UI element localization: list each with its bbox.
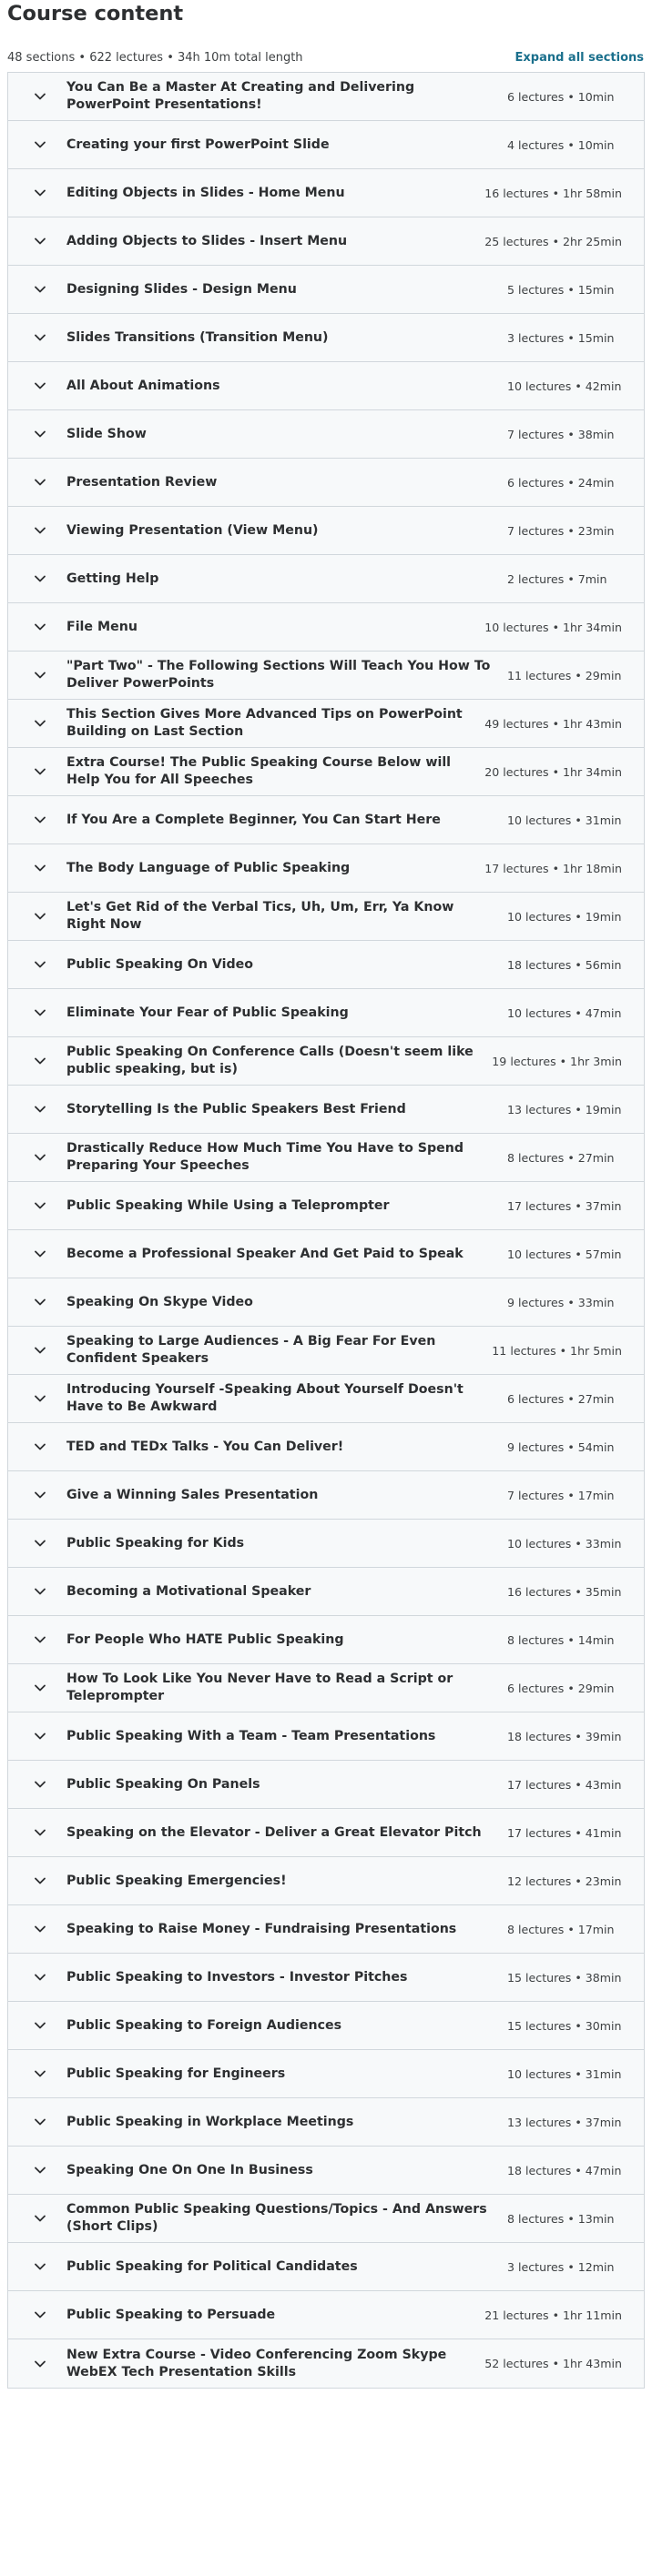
curriculum-section[interactable] — [8, 1712, 644, 1761]
chevron-down-icon — [34, 138, 46, 151]
curriculum-section[interactable] — [8, 1954, 644, 2002]
chevron-down-icon — [34, 1055, 46, 1067]
section-title: Public Speaking Emergencies! — [66, 1873, 287, 1888]
section-lecture-info: 6 lectures • 24min — [507, 475, 615, 490]
curriculum-section[interactable] — [8, 2195, 644, 2243]
section-lecture-info: 9 lectures • 33min — [507, 1295, 615, 1309]
section-title: Public Speaking for Kids — [66, 1535, 245, 1551]
section-lecture-info: 3 lectures • 12min — [507, 2259, 615, 2274]
section-title: Speaking One On One In Business — [66, 2162, 313, 2177]
chevron-down-icon — [34, 1874, 46, 1887]
section-title: Slides Transitions (Transition Menu) — [66, 329, 329, 345]
chevron-down-icon — [34, 621, 46, 633]
curriculum-section[interactable] — [8, 121, 644, 169]
section-lecture-info: 12 lectures • 23min — [507, 1874, 622, 1888]
section-title: Introducing Yourself -Speaking About Yourself Doesn't Have to Be Awkward — [66, 1382, 464, 1414]
section-title: Extra Course! The Public Speaking Course Below will Help You for All Speeches — [66, 755, 452, 787]
chevron-down-icon — [34, 910, 46, 923]
chevron-down-icon — [34, 2019, 46, 2032]
curriculum-section[interactable] — [8, 507, 644, 555]
section-title: Eliminate Your Fear of Public Speaking — [66, 1005, 349, 1020]
section-title: If You Are a Complete Beginner, You Can Start Here — [66, 812, 441, 827]
section-lecture-info: 21 lectures • 1hr 11min — [484, 2308, 622, 2322]
curriculum-section[interactable] — [8, 2050, 644, 2098]
curriculum-section[interactable] — [8, 1327, 644, 1375]
section-lecture-info: 10 lectures • 33min — [507, 1536, 622, 1551]
curriculum-section[interactable] — [8, 603, 644, 652]
section-title: Creating your first PowerPoint Slide — [66, 136, 330, 152]
section-title: Becoming a Motivational Speaker — [66, 1583, 311, 1599]
section-lecture-info: 10 lectures • 47min — [507, 1005, 622, 1020]
chevron-down-icon — [34, 2067, 46, 2080]
curriculum-section[interactable] — [8, 1857, 644, 1905]
curriculum-section[interactable] — [8, 844, 644, 893]
expand-all-sections-button[interactable]: Expand all sections — [514, 50, 644, 65]
chevron-down-icon — [34, 1440, 46, 1453]
curriculum-section[interactable] — [8, 2002, 644, 2050]
section-lecture-info: 15 lectures • 38min — [507, 1970, 622, 1985]
section-title: The Body Language of Public Speaking — [66, 860, 351, 875]
section-lecture-info: 10 lectures • 31min — [507, 2066, 622, 2081]
curriculum-section[interactable] — [8, 2147, 644, 2195]
curriculum-section[interactable] — [8, 748, 644, 796]
curriculum-section[interactable] — [8, 1809, 644, 1857]
section-title: Common Public Speaking Questions/Topics - And Answers (Short Clips) — [66, 2202, 487, 2234]
curriculum-section[interactable] — [8, 652, 644, 700]
curriculum-section[interactable] — [8, 410, 644, 459]
section-title: Editing Objects in Slides - Home Menu — [66, 185, 345, 200]
curriculum-section[interactable] — [8, 1037, 644, 1086]
curriculum-section[interactable] — [8, 217, 644, 266]
chevron-down-icon — [34, 428, 46, 440]
curriculum-section[interactable] — [8, 459, 644, 507]
section-lecture-info: 17 lectures • 1hr 18min — [484, 861, 622, 875]
chevron-down-icon — [34, 524, 46, 537]
curriculum-section[interactable] — [8, 1375, 644, 1423]
curriculum-section[interactable] — [8, 266, 644, 314]
section-title: Speaking on the Elevator - Deliver a Great Elevator Pitch — [66, 1824, 482, 1840]
chevron-down-icon — [34, 1344, 46, 1357]
section-title: Presentation Review — [66, 474, 218, 490]
curriculum-section[interactable] — [8, 1568, 644, 1616]
section-lecture-info: 20 lectures • 1hr 34min — [484, 764, 622, 779]
section-lecture-info: 16 lectures • 1hr 58min — [484, 186, 622, 200]
chevron-down-icon — [34, 1006, 46, 1019]
curriculum-section[interactable] — [8, 1230, 644, 1278]
section-lecture-info: 7 lectures • 38min — [507, 427, 615, 441]
section-lecture-info: 8 lectures • 17min — [507, 1922, 615, 1936]
section-lecture-info: 13 lectures • 19min — [507, 1102, 622, 1116]
section-title: This Section Gives More Advanced Tips on PowerPoint Building on Last Section — [66, 707, 463, 739]
curriculum-section[interactable] — [8, 362, 644, 410]
section-title: How To Look Like You Never Have to Read a Script or Teleprompter — [66, 1672, 453, 1703]
section-title: Public Speaking On Panels — [66, 1776, 260, 1792]
section-lecture-info: 15 lectures • 30min — [507, 2018, 622, 2033]
section-title: Storytelling Is the Public Speakers Best Friend — [66, 1101, 406, 1116]
section-lecture-info: 10 lectures • 31min — [507, 813, 622, 827]
chevron-down-icon — [34, 572, 46, 585]
content-summary-row — [7, 44, 645, 71]
chevron-down-icon — [34, 717, 46, 730]
content-summary: 48 sections • 622 lectures • 34h 10m total length — [7, 50, 303, 65]
section-title: Public Speaking to Persuade — [66, 2307, 276, 2322]
curriculum-section[interactable] — [8, 1134, 644, 1182]
section-title: Public Speaking for Political Candidates — [66, 2258, 358, 2274]
section-title: Speaking to Raise Money - Fundraising Presentations — [66, 1921, 457, 1936]
chevron-down-icon — [34, 1199, 46, 1212]
curriculum-section[interactable] — [8, 1086, 644, 1134]
chevron-down-icon — [34, 1923, 46, 1935]
section-lecture-info: 11 lectures • 1hr 5min — [492, 1343, 622, 1358]
curriculum-section[interactable] — [8, 73, 644, 121]
section-lecture-info: 8 lectures • 14min — [507, 1632, 615, 1647]
curriculum-section[interactable] — [8, 893, 644, 941]
curriculum-section[interactable] — [8, 1471, 644, 1520]
curriculum-section[interactable] — [8, 1664, 644, 1712]
curriculum-section[interactable] — [8, 700, 644, 748]
chevron-down-icon — [34, 1537, 46, 1550]
section-lecture-info: 7 lectures • 23min — [507, 523, 615, 538]
section-title: Public Speaking for Engineers — [66, 2066, 286, 2081]
section-title: New Extra Course - Video Conferencing Zoom Skype WebEX Tech Presentation Skills — [66, 2347, 447, 2379]
curriculum-section[interactable] — [8, 169, 644, 217]
section-lecture-info: 6 lectures • 29min — [507, 1681, 615, 1695]
chevron-down-icon — [34, 1633, 46, 1646]
section-lecture-info: 17 lectures • 41min — [507, 1825, 622, 1840]
section-lecture-info: 11 lectures • 29min — [507, 668, 622, 682]
section-title: Adding Objects to Slides - Insert Menu — [66, 233, 348, 248]
curriculum-section[interactable] — [8, 941, 644, 989]
section-title: Getting Help — [66, 571, 159, 586]
section-title: Public Speaking to Foreign Audiences — [66, 2017, 342, 2033]
section-lecture-info: 49 lectures • 1hr 43min — [484, 716, 622, 731]
section-lecture-info: 16 lectures • 35min — [507, 1584, 622, 1599]
section-lecture-info: 4 lectures • 10min — [507, 137, 615, 152]
section-title: Become a Professional Speaker And Get Paid to Speak — [66, 1246, 464, 1261]
curriculum-section[interactable] — [8, 989, 644, 1037]
curriculum-section[interactable] — [8, 2098, 644, 2147]
section-lecture-info: 9 lectures • 54min — [507, 1440, 615, 1454]
section-lecture-info: 10 lectures • 19min — [507, 909, 622, 924]
section-lecture-info: 18 lectures • 39min — [507, 1729, 622, 1743]
section-lecture-info: 7 lectures • 17min — [507, 1488, 615, 1502]
section-lecture-info: 5 lectures • 15min — [507, 282, 615, 297]
section-lecture-info: 10 lectures • 57min — [507, 1247, 622, 1261]
section-title: File Menu — [66, 619, 138, 634]
curriculum-section[interactable] — [8, 1616, 644, 1664]
section-lecture-info: 8 lectures • 27min — [507, 1150, 615, 1165]
section-title: "Part Two" - The Following Sections Will Teach You How To Deliver PowerPoints — [66, 659, 491, 691]
chevron-down-icon — [34, 1392, 46, 1405]
section-title: Give a Winning Sales Presentation — [66, 1487, 319, 1502]
curriculum-section[interactable] — [8, 1761, 644, 1809]
section-lecture-info: 10 lectures • 42min — [507, 379, 622, 393]
section-lecture-info: 18 lectures • 56min — [507, 957, 622, 972]
section-lecture-info: 3 lectures • 15min — [507, 330, 615, 345]
chevron-down-icon — [34, 958, 46, 971]
chevron-down-icon — [34, 187, 46, 199]
chevron-down-icon — [34, 2116, 46, 2128]
section-title: Designing Slides - Design Menu — [66, 281, 297, 297]
curriculum-section[interactable] — [8, 1423, 644, 1471]
section-title: Public Speaking to Investors - Investor Pitches — [66, 1969, 408, 1985]
curriculum-section[interactable] — [8, 796, 644, 844]
section-title: Speaking On Skype Video — [66, 1294, 253, 1309]
section-title: You Can Be a Master At Creating and Delivering PowerPoint Presentations! — [66, 80, 415, 112]
curriculum-section[interactable] — [8, 1905, 644, 1954]
section-lecture-info: 8 lectures • 13min — [507, 2211, 615, 2226]
section-lecture-info: 19 lectures • 1hr 3min — [492, 1054, 622, 1068]
curriculum-section[interactable] — [8, 1278, 644, 1327]
section-title: Public Speaking On Video — [66, 956, 254, 972]
section-title: Public Speaking On Conference Calls (Doesn't seem like public speaking, but is) — [66, 1045, 474, 1076]
section-title: For People Who HATE Public Speaking — [66, 1631, 344, 1647]
section-title: Speaking to Large Audiences - A Big Fear For Even Confident Speakers — [66, 1334, 436, 1366]
chevron-down-icon — [34, 379, 46, 392]
sections-accordion — [7, 72, 645, 2389]
curriculum-section[interactable] — [8, 1182, 644, 1230]
section-lecture-info: 10 lectures • 1hr 34min — [484, 620, 622, 634]
chevron-down-icon — [34, 2212, 46, 2225]
section-lecture-info: 6 lectures • 10min — [507, 89, 615, 104]
section-title: Public Speaking With a Team - Team Presentations — [66, 1728, 436, 1743]
section-title: Public Speaking in Workplace Meetings — [66, 2114, 354, 2129]
section-lecture-info: 52 lectures • 1hr 43min — [484, 2357, 622, 2370]
section-lecture-info: 2 lectures • 7min — [507, 571, 607, 586]
chevron-down-icon — [34, 90, 46, 103]
chevron-down-icon — [34, 1296, 46, 1308]
curriculum-section[interactable] — [8, 2243, 644, 2291]
section-lecture-info: 6 lectures • 27min — [507, 1391, 615, 1406]
section-lecture-info: 18 lectures • 47min — [507, 2163, 622, 2177]
section-title: Slide Show — [66, 426, 147, 441]
curriculum-section[interactable] — [8, 2339, 644, 2388]
chevron-down-icon — [34, 1489, 46, 1501]
chevron-down-icon — [34, 2260, 46, 2273]
section-title: Drastically Reduce How Much Time You Have to Spend Preparing Your Speeches — [66, 1141, 464, 1173]
chevron-down-icon — [34, 283, 46, 296]
chevron-down-icon — [34, 1826, 46, 1839]
chevron-down-icon — [34, 2308, 46, 2321]
chevron-down-icon — [34, 1151, 46, 1164]
curriculum-section[interactable] — [8, 314, 644, 362]
section-title: Viewing Presentation (View Menu) — [66, 522, 319, 538]
curriculum-section[interactable] — [8, 1520, 644, 1568]
chevron-down-icon — [34, 2358, 46, 2370]
section-lecture-info: 17 lectures • 37min — [507, 1198, 622, 1213]
section-title: TED and TEDx Talks - You Can Deliver! — [66, 1439, 344, 1454]
chevron-down-icon — [34, 862, 46, 874]
chevron-down-icon — [34, 476, 46, 489]
section-lecture-info: 25 lectures • 2hr 25min — [484, 234, 622, 248]
chevron-down-icon — [34, 2164, 46, 2177]
chevron-down-icon — [34, 1971, 46, 1984]
page-title: Course content — [7, 2, 184, 25]
section-lecture-info: 13 lectures • 37min — [507, 2115, 622, 2129]
chevron-down-icon — [34, 1682, 46, 1694]
section-title: Public Speaking While Using a Teleprompter — [66, 1197, 390, 1213]
chevron-down-icon — [34, 1730, 46, 1743]
chevron-down-icon — [34, 669, 46, 682]
chevron-down-icon — [34, 331, 46, 344]
section-title: All About Animations — [66, 378, 220, 393]
chevron-down-icon — [34, 235, 46, 247]
chevron-down-icon — [34, 765, 46, 778]
curriculum-section[interactable] — [8, 555, 644, 603]
chevron-down-icon — [34, 1103, 46, 1116]
chevron-down-icon — [34, 813, 46, 826]
section-lecture-info: 17 lectures • 43min — [507, 1777, 622, 1792]
curriculum-section[interactable] — [8, 2291, 644, 2339]
section-title: Let's Get Rid of the Verbal Tics, Uh, Um, Err, Ya Know Right Now — [66, 900, 454, 932]
chevron-down-icon — [34, 1778, 46, 1791]
chevron-down-icon — [34, 1248, 46, 1260]
chevron-down-icon — [34, 1585, 46, 1598]
